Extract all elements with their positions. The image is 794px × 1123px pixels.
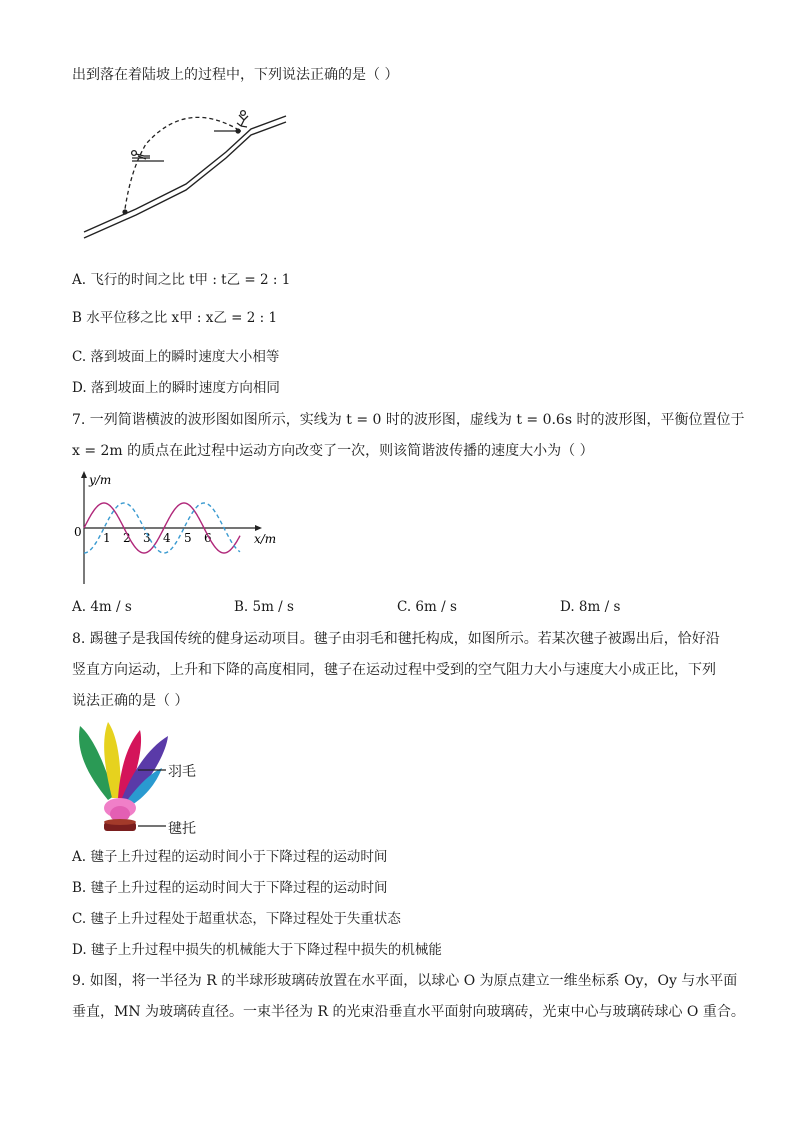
q7-option-c[interactable]: C. 6m / s — [397, 599, 457, 615]
q9-stem-line1: 9. 如图，将一半径为 R 的半球形玻璃砖放置在水平面，以球心 O 为原点建立一维坐标系 Oy，Oy 与水平面 — [72, 973, 738, 989]
tick-5: 5 — [184, 531, 192, 545]
skier-b-icon — [132, 151, 150, 159]
q9-stem-line2: 垂直，MN 为玻璃砖直径。一束半径为 R 的光束沿垂直水平面射向玻璃砖，光束中心与玻璃砖球心 O 重合。 — [72, 1004, 745, 1020]
skier-a-icon — [237, 111, 248, 127]
label-base: 毽托 — [168, 821, 196, 837]
q8-stem-line1: 8. 踢毽子是我国传统的健身运动项目。毽子由羽毛和毽托构成，如图所示。若某次毽子被踢出后，恰好沿 — [72, 631, 720, 647]
origin-label: 0 — [74, 525, 82, 539]
tick-4: 4 — [163, 531, 171, 545]
q7-stem-line1: 7. 一列简谐横波的波形图如图所示，实线为 t = 0 时的波形图，虚线为 t = 0.6s 时的波形图，平衡位置位于 — [72, 412, 745, 428]
q6-option-d[interactable]: D. 落到坡面上的瞬时速度方向相同 — [72, 380, 280, 396]
q7-option-d[interactable]: D. 8m / s — [560, 599, 621, 615]
q8-stem-line2: 竖直方向运动，上升和下降的高度相同，毽子在运动过程中受到的空气阻力大小与速度大小成正比，下列 — [72, 662, 716, 678]
shuttlecock-figure — [70, 718, 180, 838]
q6-stem: 出到落在着陆坡上的过程中，下列说法正确的是（ ） — [72, 67, 399, 83]
q7-option-b[interactable]: B. 5m / s — [234, 599, 294, 615]
q6-option-a[interactable]: A. 飞行的时间之比 t甲 : t乙 = 2 : 1 — [72, 272, 291, 288]
y-axis-label: y/m — [89, 473, 112, 487]
q6-option-b[interactable]: B 水平位移之比 x甲 : x乙 = 2 : 1 — [72, 310, 278, 326]
tick-6: 6 — [204, 531, 212, 545]
tick-1: 1 — [103, 531, 111, 545]
q8-option-d[interactable]: D. 毽子上升过程中损失的机械能大于下降过程中损失的机械能 — [72, 942, 442, 958]
q8-stem-line3: 说法正确的是（ ） — [72, 693, 189, 709]
q8-option-a[interactable]: A. 毽子上升过程的运动时间小于下降过程的运动时间 — [72, 849, 388, 865]
q7-option-a[interactable]: A. 4m / s — [72, 599, 132, 615]
ski-slope-figure — [76, 104, 298, 244]
wave-chart — [70, 470, 282, 586]
tick-3: 3 — [143, 531, 151, 545]
tick-2: 2 — [123, 531, 131, 545]
q7-stem-line2: x = 2m 的质点在此过程中运动方向改变了一次，则该简谐波传播的速度大小为（ ） — [72, 443, 594, 459]
q6-option-c[interactable]: C. 落到坡面上的瞬时速度大小相等 — [72, 349, 280, 365]
q8-option-c[interactable]: C. 毽子上升过程处于超重状态，下降过程处于失重状态 — [72, 911, 401, 927]
x-axis-label: x/m — [254, 532, 277, 546]
q8-option-b[interactable]: B. 毽子上升过程的运动时间大于下降过程的运动时间 — [72, 880, 388, 896]
label-feather: 羽毛 — [168, 764, 196, 780]
